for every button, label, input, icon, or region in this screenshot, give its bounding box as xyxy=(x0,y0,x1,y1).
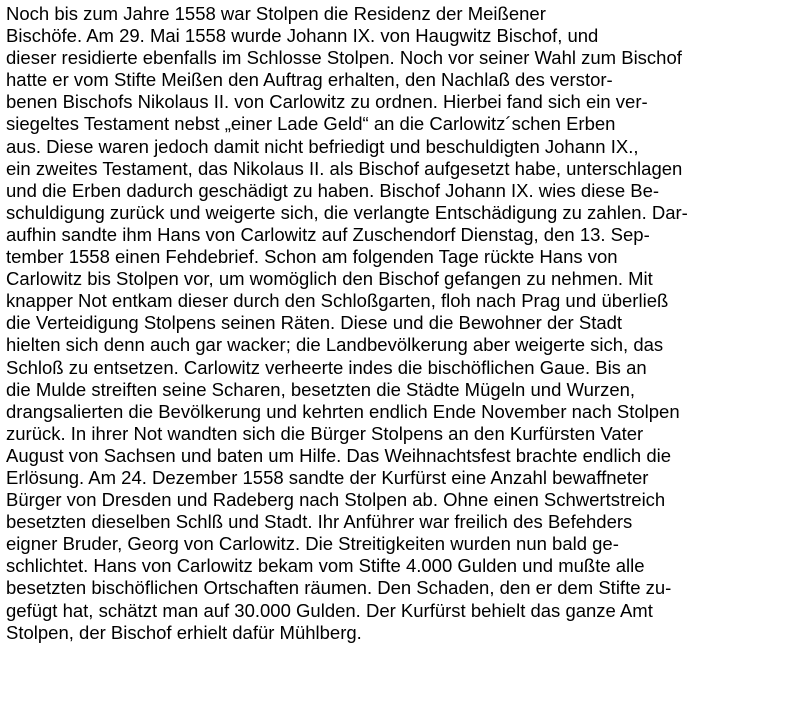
text-line: Erlösung. Am 24. Dezember 1558 sandte der Kurfürst eine Anzahl bewaffneter xyxy=(6,466,649,488)
text-line: hielten sich denn auch gar wacker; die Landbevölkerung aber weigerte sich, das xyxy=(6,334,664,356)
text-line: besetzten dieselben Schlß und Stadt. Ihr Anführer war freilich des Befehders xyxy=(6,511,633,533)
text-line: Bürger von Dresden und Radeberg nach Stolpen ab. Ohne einen Schwertstreich xyxy=(6,489,666,511)
text-line: aufhin sandte ihm Hans von Carlowitz auf Zuschendorf Dienstag, den 13. Sep- xyxy=(6,223,650,245)
text-line: Carlowitz bis Stolpen vor, um womöglich den Bischof gefangen zu nehmen. Mit xyxy=(6,268,653,290)
text-line: drangsalierten die Bevölkerung und kehrten endlich Ende November nach Stolpen xyxy=(6,400,680,422)
text-line: besetzten bischöflichen Ortschaften räumen. Den Schaden, den er dem Stifte zu- xyxy=(6,577,672,599)
text-line: Noch bis zum Jahre 1558 war Stolpen die Residenz der Meißener xyxy=(6,3,546,24)
text-line: August von Sachsen und baten um Hilfe. Das Weihnachtsfest brachte endlich die xyxy=(6,444,672,466)
text-line: knapper Not entkam dieser durch den Schloßgarten, floh nach Prag und überließ xyxy=(6,290,669,312)
text-line: Stolpen, der Bischof erhielt dafür Mühlberg. xyxy=(6,621,362,643)
text-line: die Mulde streiften seine Scharen, besetzten die Städte Mügeln und Wurzen, xyxy=(6,378,636,400)
text-line: zurück. In ihrer Not wandten sich die Bürger Stolpens an den Kurfürsten Vater xyxy=(6,422,644,444)
text-line: tember 1558 einen Fehdebrief. Schon am folgenden Tage rückte Hans von xyxy=(6,246,618,268)
text-line: benen Bischofs Nikolaus II. von Carlowitz zu ordnen. Hierbei fand sich ein ver- xyxy=(6,91,648,113)
text-line: schlichtet. Hans von Carlowitz bekam vom Stifte 4.000 Gulden und mußte alle xyxy=(6,555,645,577)
text-line: und die Erben dadurch geschädigt zu haben. Bischof Johann IX. wies diese Be- xyxy=(6,179,660,201)
text-line: gefügt hat, schätzt man auf 30.000 Gulden. Der Kurfürst behielt das ganze Amt xyxy=(6,599,653,621)
text-line: ein zweites Testament, das Nikolaus II. als Bischof aufgesetzt habe, unterschlagen xyxy=(6,157,683,179)
text-line: die Verteidigung Stolpens seinen Räten. Diese und die Bewohner der Stadt xyxy=(6,312,623,334)
text-line: dieser residierte ebenfalls im Schlosse Stolpen. Noch vor seiner Wahl zum Bischof xyxy=(6,47,682,69)
text-line: aus. Diese waren jedoch damit nicht befriedigt und beschuldigten Johann IX., xyxy=(6,135,639,157)
text-line: schuldigung zurück und weigerte sich, die verlangte Entschädigung zu zahlen. Dar- xyxy=(6,201,688,223)
text-line: eigner Bruder, Georg von Carlowitz. Die Streitigkeiten wurden nun bald ge- xyxy=(6,533,619,555)
text-line: Schloß zu entsetzen. Carlowitz verheerte indes die bischöflichen Gaue. Bis an xyxy=(6,356,647,378)
paragraph xyxy=(6,3,794,644)
text-line: hatte er vom Stifte Meißen den Auftrag erhalten, den Nachlaß des verstor- xyxy=(6,69,613,91)
text-line: siegeltes Testament nebst „einer Lade Geld“ an die Carlowitz´schen Erben xyxy=(6,113,616,135)
text-line: Bischöfe. Am 29. Mai 1558 wurde Johann IX. von Haugwitz Bischof, und xyxy=(6,25,599,47)
